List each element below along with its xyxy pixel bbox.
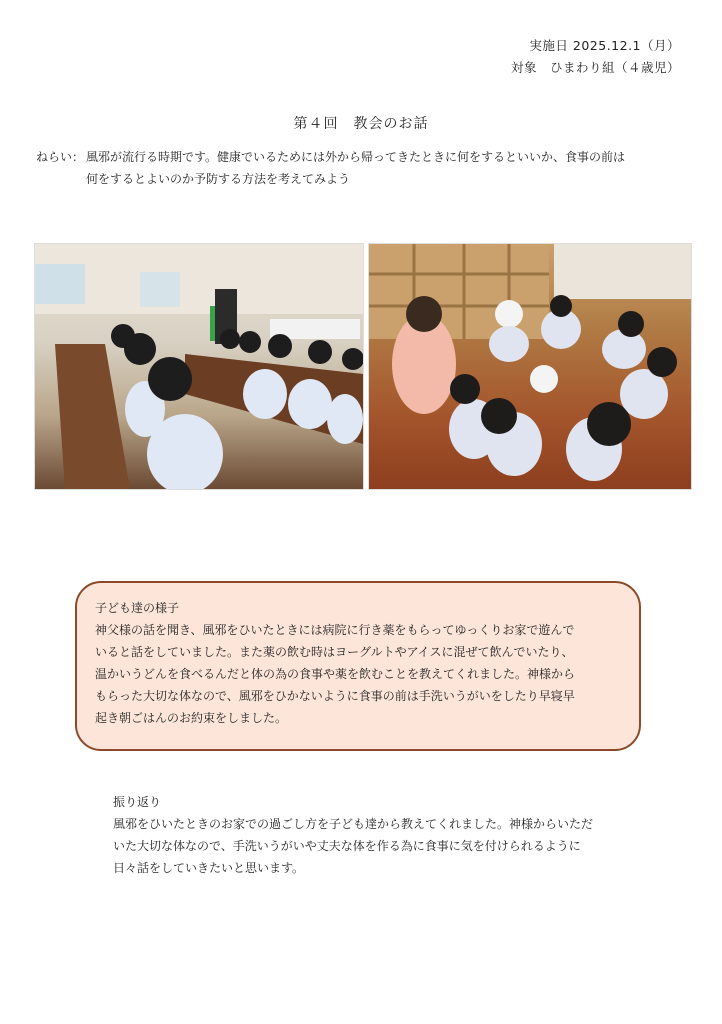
date-line: 実施日 2025.12.1（月） [529,38,680,53]
classroom-circle-photo [368,243,692,490]
reflection-line: いた大切な体なので、手洗いうがいや丈夫な体を作る為に食事に気を付けられるように [113,839,581,853]
classroom-circle-illustration [369,244,691,489]
children-section-line: 神父様の話を聞き、風邪をひいたときには病院に行き薬をもらってゆっくりお家で遊んで [95,623,575,637]
aim-line: 何をするとよいのか予防する方法を考えてみよう [86,172,351,186]
children-section-line: もらった大切な体なので、風邪をひかないように食事の前は手洗いうがいをしたり早寝早 [95,689,575,703]
reflection-line: 日々話をしていきたいと思います。 [113,861,305,875]
target-class-line: 対象 ひまわり組（４歳児） [510,60,680,75]
aim-line: 風邪が流行る時期です。健康でいるためには外から帰ってきたときに何をするといいか、食事の前は [86,150,626,164]
reflection-section [113,791,673,879]
children-section-line: いると話をしていました。また薬の飲む時はヨーグルトやアイスに混ぜて飲んでいたり、 [95,645,574,659]
children-section-line: 温かいうどんを食べるんだと体の為の食事や薬を飲むことを教えてくれました。神様から [95,667,576,681]
church-pews-illustration [35,244,363,489]
reflection-line: 風邪をひいたときのお家での過ごし方を子ども達から教えてくれました。神様からいただ [113,817,594,831]
reflection-heading: 振り返り [113,795,162,809]
page-title: 第４回 教会のお話 [293,116,429,132]
church-pews-photo [34,243,364,490]
children-observation-box [75,581,641,751]
children-section-heading: 子ども達の様子 [95,601,180,615]
children-section-line: 起き朝ごはんのお約束をしました。 [95,711,288,725]
aim-section [36,146,696,190]
aim-label: ねらい： [36,150,85,164]
